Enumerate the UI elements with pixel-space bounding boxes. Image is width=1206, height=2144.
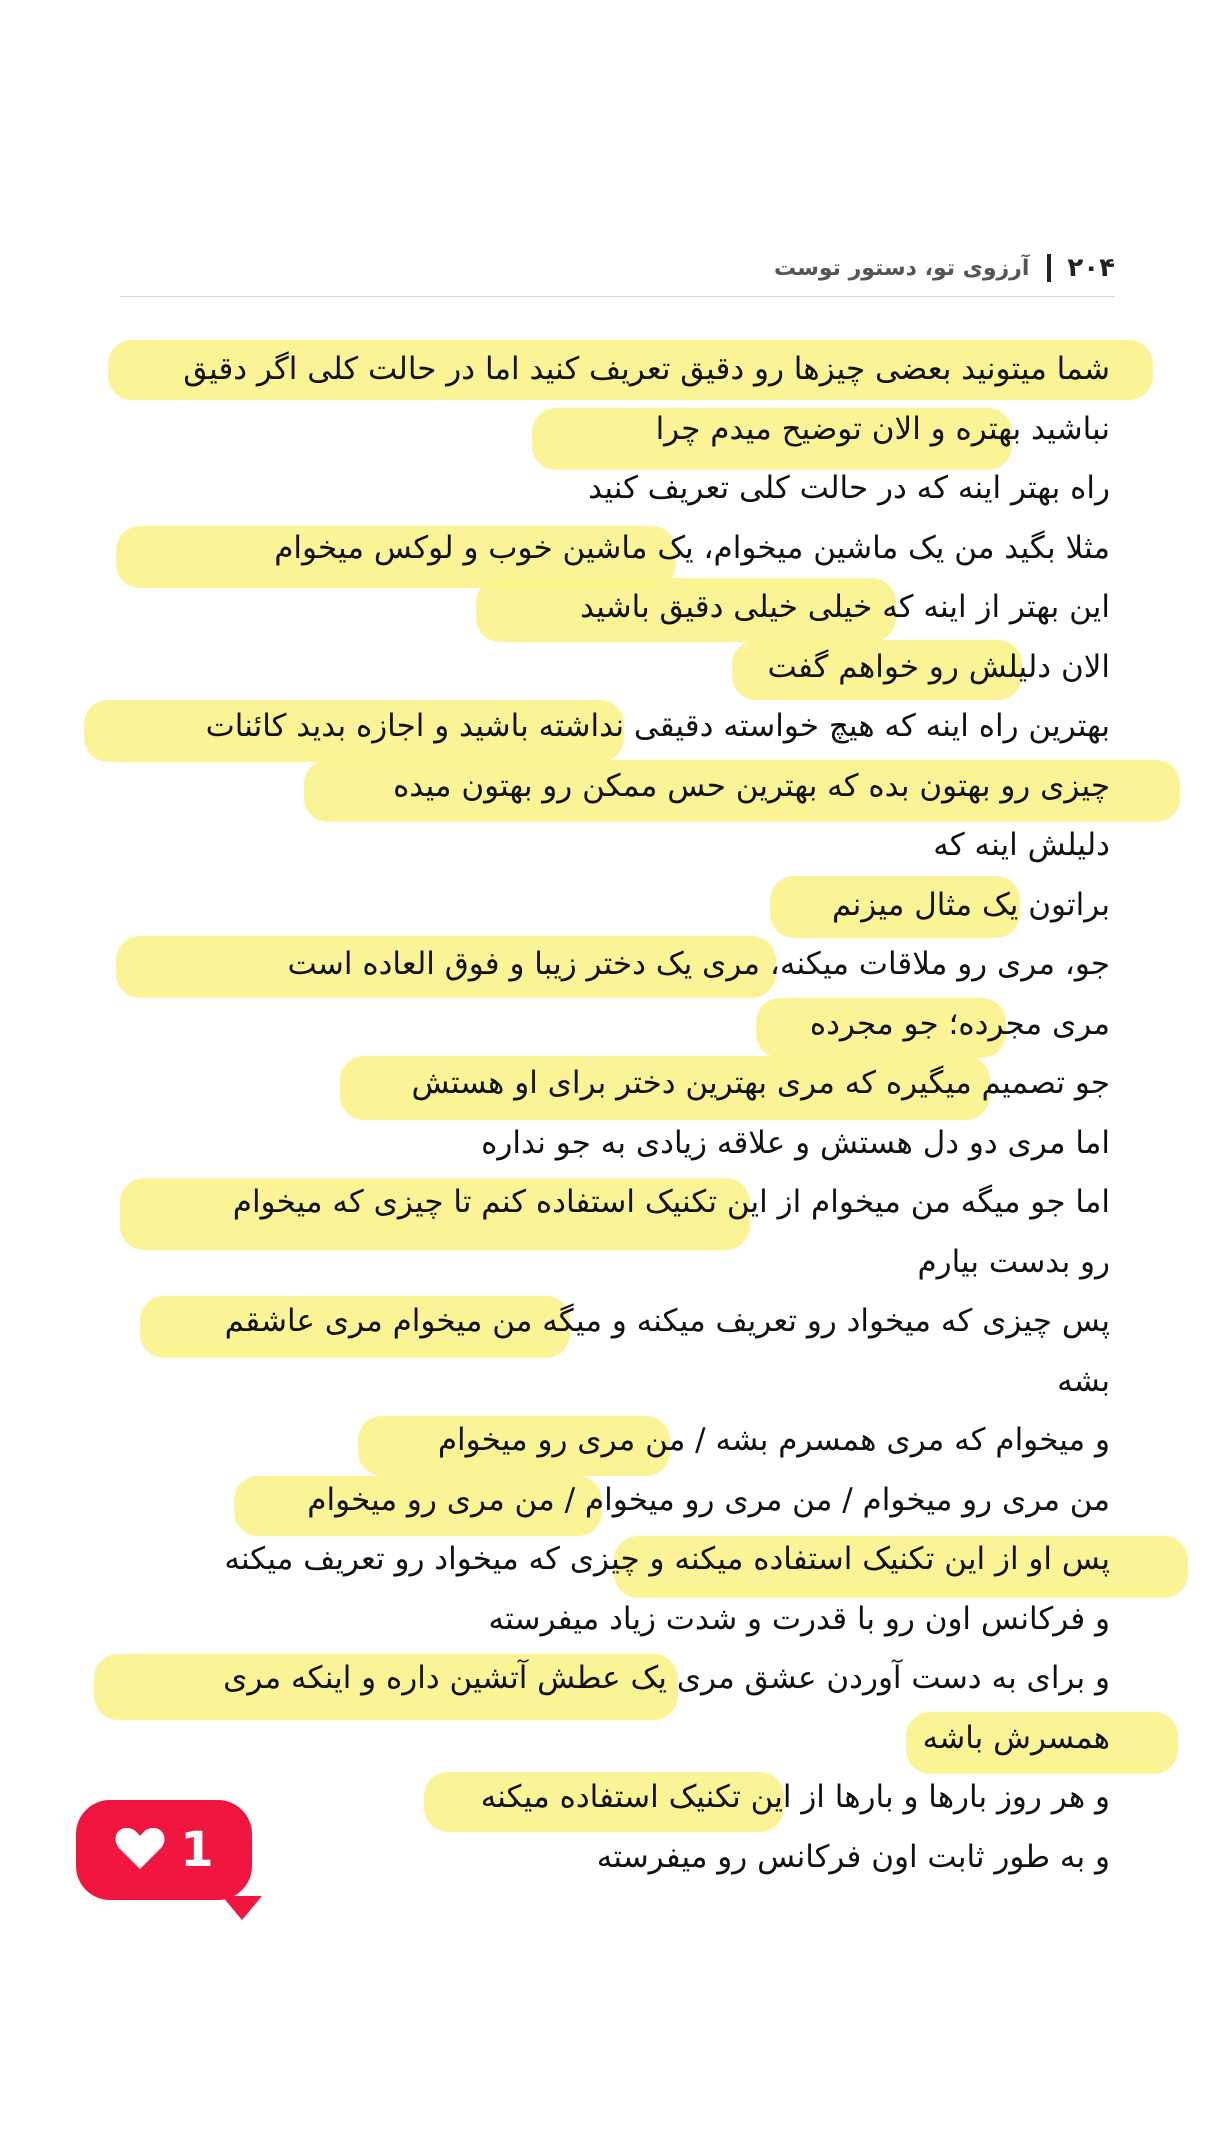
like-count: 1 [180, 1822, 214, 1878]
book-title: آرزوی تو، دستور توست [773, 255, 1030, 281]
text-line: اما مری دو دل هستش و علاقه زیادی به جو نداره [481, 1125, 1110, 1161]
page-number: ۲۰۴ [1067, 253, 1115, 283]
text-line: این بهتر از اینه که خیلی خیلی دقیق باشید [580, 589, 1110, 625]
text-line: من مری رو میخوام / من مری رو میخوام / من مری رو میخوام [307, 1482, 1110, 1518]
text-line: مری مجرده؛ جو مجرده [809, 1006, 1110, 1042]
text-line: و هر روز بارها و بارها از این تکنیک استفاده میکنه [480, 1779, 1110, 1815]
text-line: جو تصمیم میگیره که مری بهترین دختر برای او هستش [411, 1065, 1110, 1101]
text-line: رو بدست بیارم [917, 1244, 1110, 1280]
text-line: پس او از این تکنیک استفاده میکنه و چیزی که میخواد رو تعریف میکنه [224, 1541, 1110, 1577]
text-line: راه بهتر اینه که در حالت کلی تعریف کنید [588, 470, 1110, 506]
text-line: پس چیزی که میخواد رو تعریف میکنه و میگه من میخوام مری عاشقم [224, 1303, 1110, 1339]
text-line: اما جو میگه من میخوام از این تکنیک استفاده کنم تا چیزی که میخوام [232, 1184, 1110, 1220]
text-line: و فرکانس اون رو با قدرت و شدت زیاد میفرسته [488, 1601, 1110, 1637]
text-line: براتون یک مثال میزنم [832, 887, 1110, 923]
text-line: الان دلیلش رو خواهم گفت [767, 649, 1110, 685]
text-line: دلیلش اینه که [933, 827, 1110, 863]
text-line: شما میتونید بعضی چیزها رو دقیق تعریف کنید اما در حالت کلی اگر دقیق [183, 351, 1110, 387]
text-line: بشه [1057, 1363, 1110, 1399]
text-line: چیزی رو بهتون بده که بهترین حس ممکن رو بهتون میده [393, 768, 1110, 804]
like-badge[interactable] [76, 1800, 252, 1900]
text-line: بهترین راه اینه که هیچ خواسته دقیقی نداشته باشید و اجازه بدید کائنات [205, 708, 1110, 744]
text-line: و برای به دست آوردن عشق مری یک عطش آتشین داره و اینکه مری [223, 1660, 1110, 1696]
header-separator [1047, 254, 1051, 282]
page-header [120, 240, 1115, 297]
heart-icon [114, 1825, 166, 1875]
text-line: نباشید بهتره و الان توضیح میدم چرا [655, 411, 1110, 447]
text-line: مثلا بگید من یک ماشین میخوام، یک ماشین خوب و لوکس میخوام [274, 530, 1110, 566]
text-line: جو، مری رو ملاقات میکنه، مری یک دختر زیبا و فوق العاده است [287, 946, 1110, 982]
text-line: همسرش باشه [922, 1720, 1110, 1756]
text-line: و میخوام که مری همسرم بشه / من مری رو میخوام [437, 1422, 1110, 1458]
text-line: و به طور ثابت اون فرکانس رو میفرسته [596, 1839, 1110, 1875]
